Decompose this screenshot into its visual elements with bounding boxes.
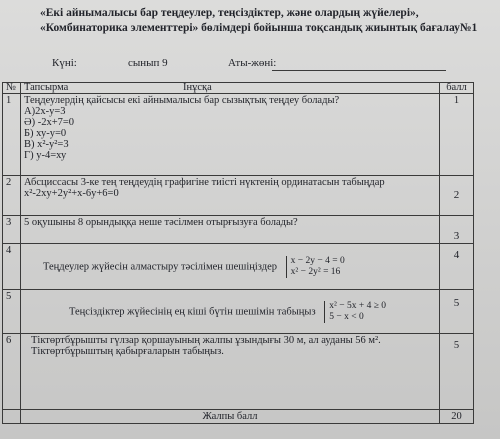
score-cell: 5 [440, 334, 474, 410]
table-row [3, 94, 474, 176]
col-task-label: Тапсырма [24, 82, 69, 93]
document-header [40, 6, 500, 36]
task-cell [21, 290, 440, 334]
row-num: 1 [3, 94, 21, 176]
class-label: сынып 9 [128, 57, 168, 69]
task-question: Абсциссасы 3-ке тең теңдеудің графигіне тиісті нүктенің ординатасын табыңдар [24, 177, 385, 188]
inequality-system [324, 301, 386, 323]
task-question: Тіктөртбұрыштың қабырғаларын табыңыз. [31, 346, 224, 357]
table-row [3, 176, 474, 216]
row-num: 5 [3, 290, 21, 334]
score-cell: 4 [440, 244, 474, 290]
total-label: Жалпы балл [21, 410, 440, 424]
name-label: Аты-жөні: [228, 57, 277, 69]
total-score: 20 [440, 410, 474, 424]
row-num: 4 [3, 244, 21, 290]
col-option-label: Інұсқа [182, 82, 212, 93]
row-num: 6 [3, 334, 21, 410]
table-row [3, 216, 474, 244]
table-row [3, 290, 474, 334]
header-line-1: «Екі айнымалысы бар теңдеулер, теңсіздіктер, және олардың жүйелері», [40, 7, 419, 19]
equation-system [286, 256, 345, 278]
answer-option: Г) у-4=ху [24, 150, 67, 161]
score-cell: 5 [440, 290, 474, 334]
task-cell [21, 176, 440, 216]
row-num: 2 [3, 176, 21, 216]
col-num-header: № [3, 83, 21, 94]
score-cell: 2 [440, 176, 474, 216]
col-score-header: балл [440, 83, 474, 94]
task-cell [21, 216, 440, 244]
task-question: 5 оқушыны 8 орындыққа неше тәсілмен отырғызуға болады? [24, 217, 298, 228]
system-inequality: 5 − x < 0 [329, 311, 364, 322]
answer-option: Ә) -2х+7=0 [24, 117, 75, 128]
answer-option: А)2х-у=3 [24, 106, 66, 117]
table-row [3, 334, 474, 410]
task-equation: x²-2xy+2y²+x-6y+6=0 [24, 188, 119, 199]
name-underline [272, 70, 446, 71]
task-cell [21, 244, 440, 290]
task-question: Теңсіздіктер жүйесінің ең кіші бүтін шешімін табыңыз [69, 305, 316, 317]
answer-option: Б) ху-у=0 [24, 128, 67, 139]
system-equation: x − 2y − 4 = 0 [290, 255, 345, 266]
score-cell: 3 [440, 216, 474, 244]
score-cell: 1 [440, 94, 474, 176]
task-question: Тіктөртбұрышты гүлзар қоршауының жалпы ұзындығы 30 м, ал ауданы 56 м². [31, 335, 381, 346]
table-row [3, 244, 474, 290]
total-empty-cell [3, 410, 21, 424]
col-task-header [21, 83, 440, 94]
task-cell [21, 334, 440, 410]
total-row [3, 410, 474, 424]
table-header-row [3, 83, 474, 94]
system-inequality: x² − 5x + 4 ≥ 0 [329, 300, 387, 311]
tasks-table [2, 82, 474, 424]
answer-option: В) х²-у²=3 [24, 139, 69, 150]
task-cell [21, 94, 440, 176]
system-equation: x² − 2y² = 16 [290, 266, 341, 277]
task-question: Теңдеулердің қайсысы екі айнымалысы бар сызықтық теңдеу болады? [24, 95, 340, 106]
header-line-2: «Комбинаторика элементтері» бөлімдері бойынша тоқсандық жиынтық бағалау№1 [40, 22, 478, 34]
date-label: Күні: [52, 57, 77, 69]
row-num: 3 [3, 216, 21, 244]
task-question: Теңдеулер жүйесін алмастыру тәсілімен шешіңіздер [43, 260, 278, 272]
